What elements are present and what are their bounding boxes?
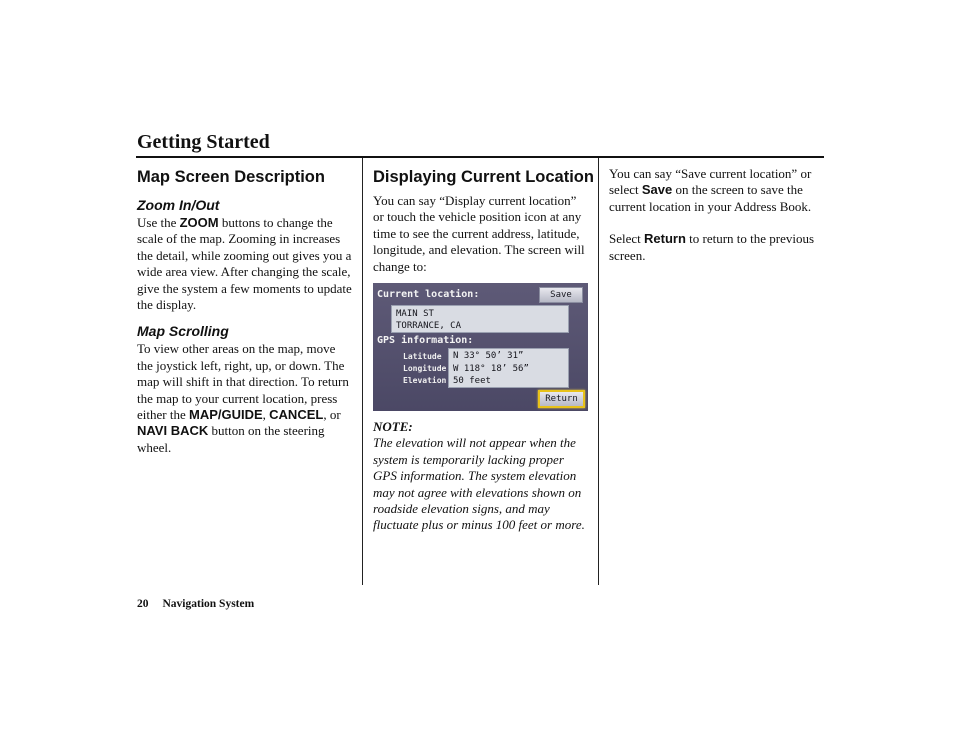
subsection-title-zoom: Zoom In/Out <box>137 197 220 213</box>
elevation-label: Elevation <box>403 376 447 386</box>
footer-label: Navigation System <box>162 598 255 610</box>
scroll-text-2: , <box>262 407 270 423</box>
subsection-title-scrolling: Map Scrolling <box>137 323 229 340</box>
gps-information-label: GPS information: <box>377 335 474 347</box>
header-rule <box>136 156 824 158</box>
map-guide-button-name: MAP/GUIDE <box>188 407 263 423</box>
navi-back-button-name: NAVI BACK <box>137 423 209 439</box>
zoom-paragraph <box>137 215 352 313</box>
section-title-current-location: Displaying Current Location <box>373 168 594 186</box>
scroll-text-4: button on the steering wheel. <box>137 423 325 455</box>
column-divider-2 <box>598 158 599 585</box>
page-footer <box>137 598 254 610</box>
gps-values-box <box>448 348 569 388</box>
save-text-1: You can say “Save current location” or select <box>609 166 812 198</box>
column-map-screen-description <box>137 164 352 456</box>
note-label: NOTE: <box>373 419 413 435</box>
current-location-label: Current location: <box>377 289 480 301</box>
longitude-label: Longitude <box>403 364 447 374</box>
longitude-value: W 118° 18’ 56” <box>453 363 529 374</box>
save-text-2: on the screen to save the current location in your Address Book. <box>609 182 812 214</box>
latitude-label: Latitude <box>403 352 442 362</box>
screen-save-button[interactable]: Save <box>539 287 583 303</box>
scroll-paragraph <box>137 341 352 456</box>
address-box <box>391 305 569 333</box>
address-line-1: MAIN ST <box>396 309 434 320</box>
paragraph-gap <box>609 215 824 231</box>
return-text-1: Select <box>609 231 645 247</box>
section-title-map-screen: Map Screen Description <box>137 168 325 186</box>
screen-return-button[interactable]: Return <box>538 390 585 408</box>
column-displaying-current-location <box>373 164 594 534</box>
return-paragraph <box>609 231 824 264</box>
note-body: The elevation will not appear when the system is temporarily lacking proper GPS information. The system elevation may not agree with elevations shown on roadside elevation signs, and may fluctuate plus or minus 100 feet or more. <box>373 435 585 533</box>
column-divider-1 <box>362 158 363 585</box>
save-button-name: Save <box>641 182 673 198</box>
zoom-text-1: Use the <box>137 215 180 230</box>
scroll-text-3: , or <box>323 407 341 423</box>
navigation-screen-image <box>373 283 588 411</box>
zoom-button-name: ZOOM <box>179 215 219 230</box>
latitude-value: N 33° 50’ 31” <box>453 351 524 362</box>
save-paragraph <box>609 166 824 215</box>
scroll-text-1: To view other areas on the map, move the joystick left, right, up, or down. The map will shift in that direction. To return the map to your current location, press either the <box>137 341 349 423</box>
page-header-title: Getting Started <box>137 131 270 153</box>
column-save-return <box>609 166 824 264</box>
address-line-2: TORRANCE, CA <box>396 321 462 332</box>
zoom-text-2: buttons to change the scale of the map. Zooming in increases the detail, while zooming out gives you a wide area view. After changing the scale, give the system a few moments to update the display. <box>137 215 352 313</box>
return-text-2: to return to the previous screen. <box>609 231 815 263</box>
return-button-name: Return <box>644 231 686 247</box>
cancel-button-name: CANCEL <box>269 407 324 423</box>
elevation-value: 50 feet <box>453 376 491 387</box>
current-location-intro: You can say “Display current location” or touch the vehicle position icon at any time to see the current address, latitude, longitude, and elevation. The screen will change to: <box>373 193 585 274</box>
page-number: 20 <box>137 598 149 610</box>
